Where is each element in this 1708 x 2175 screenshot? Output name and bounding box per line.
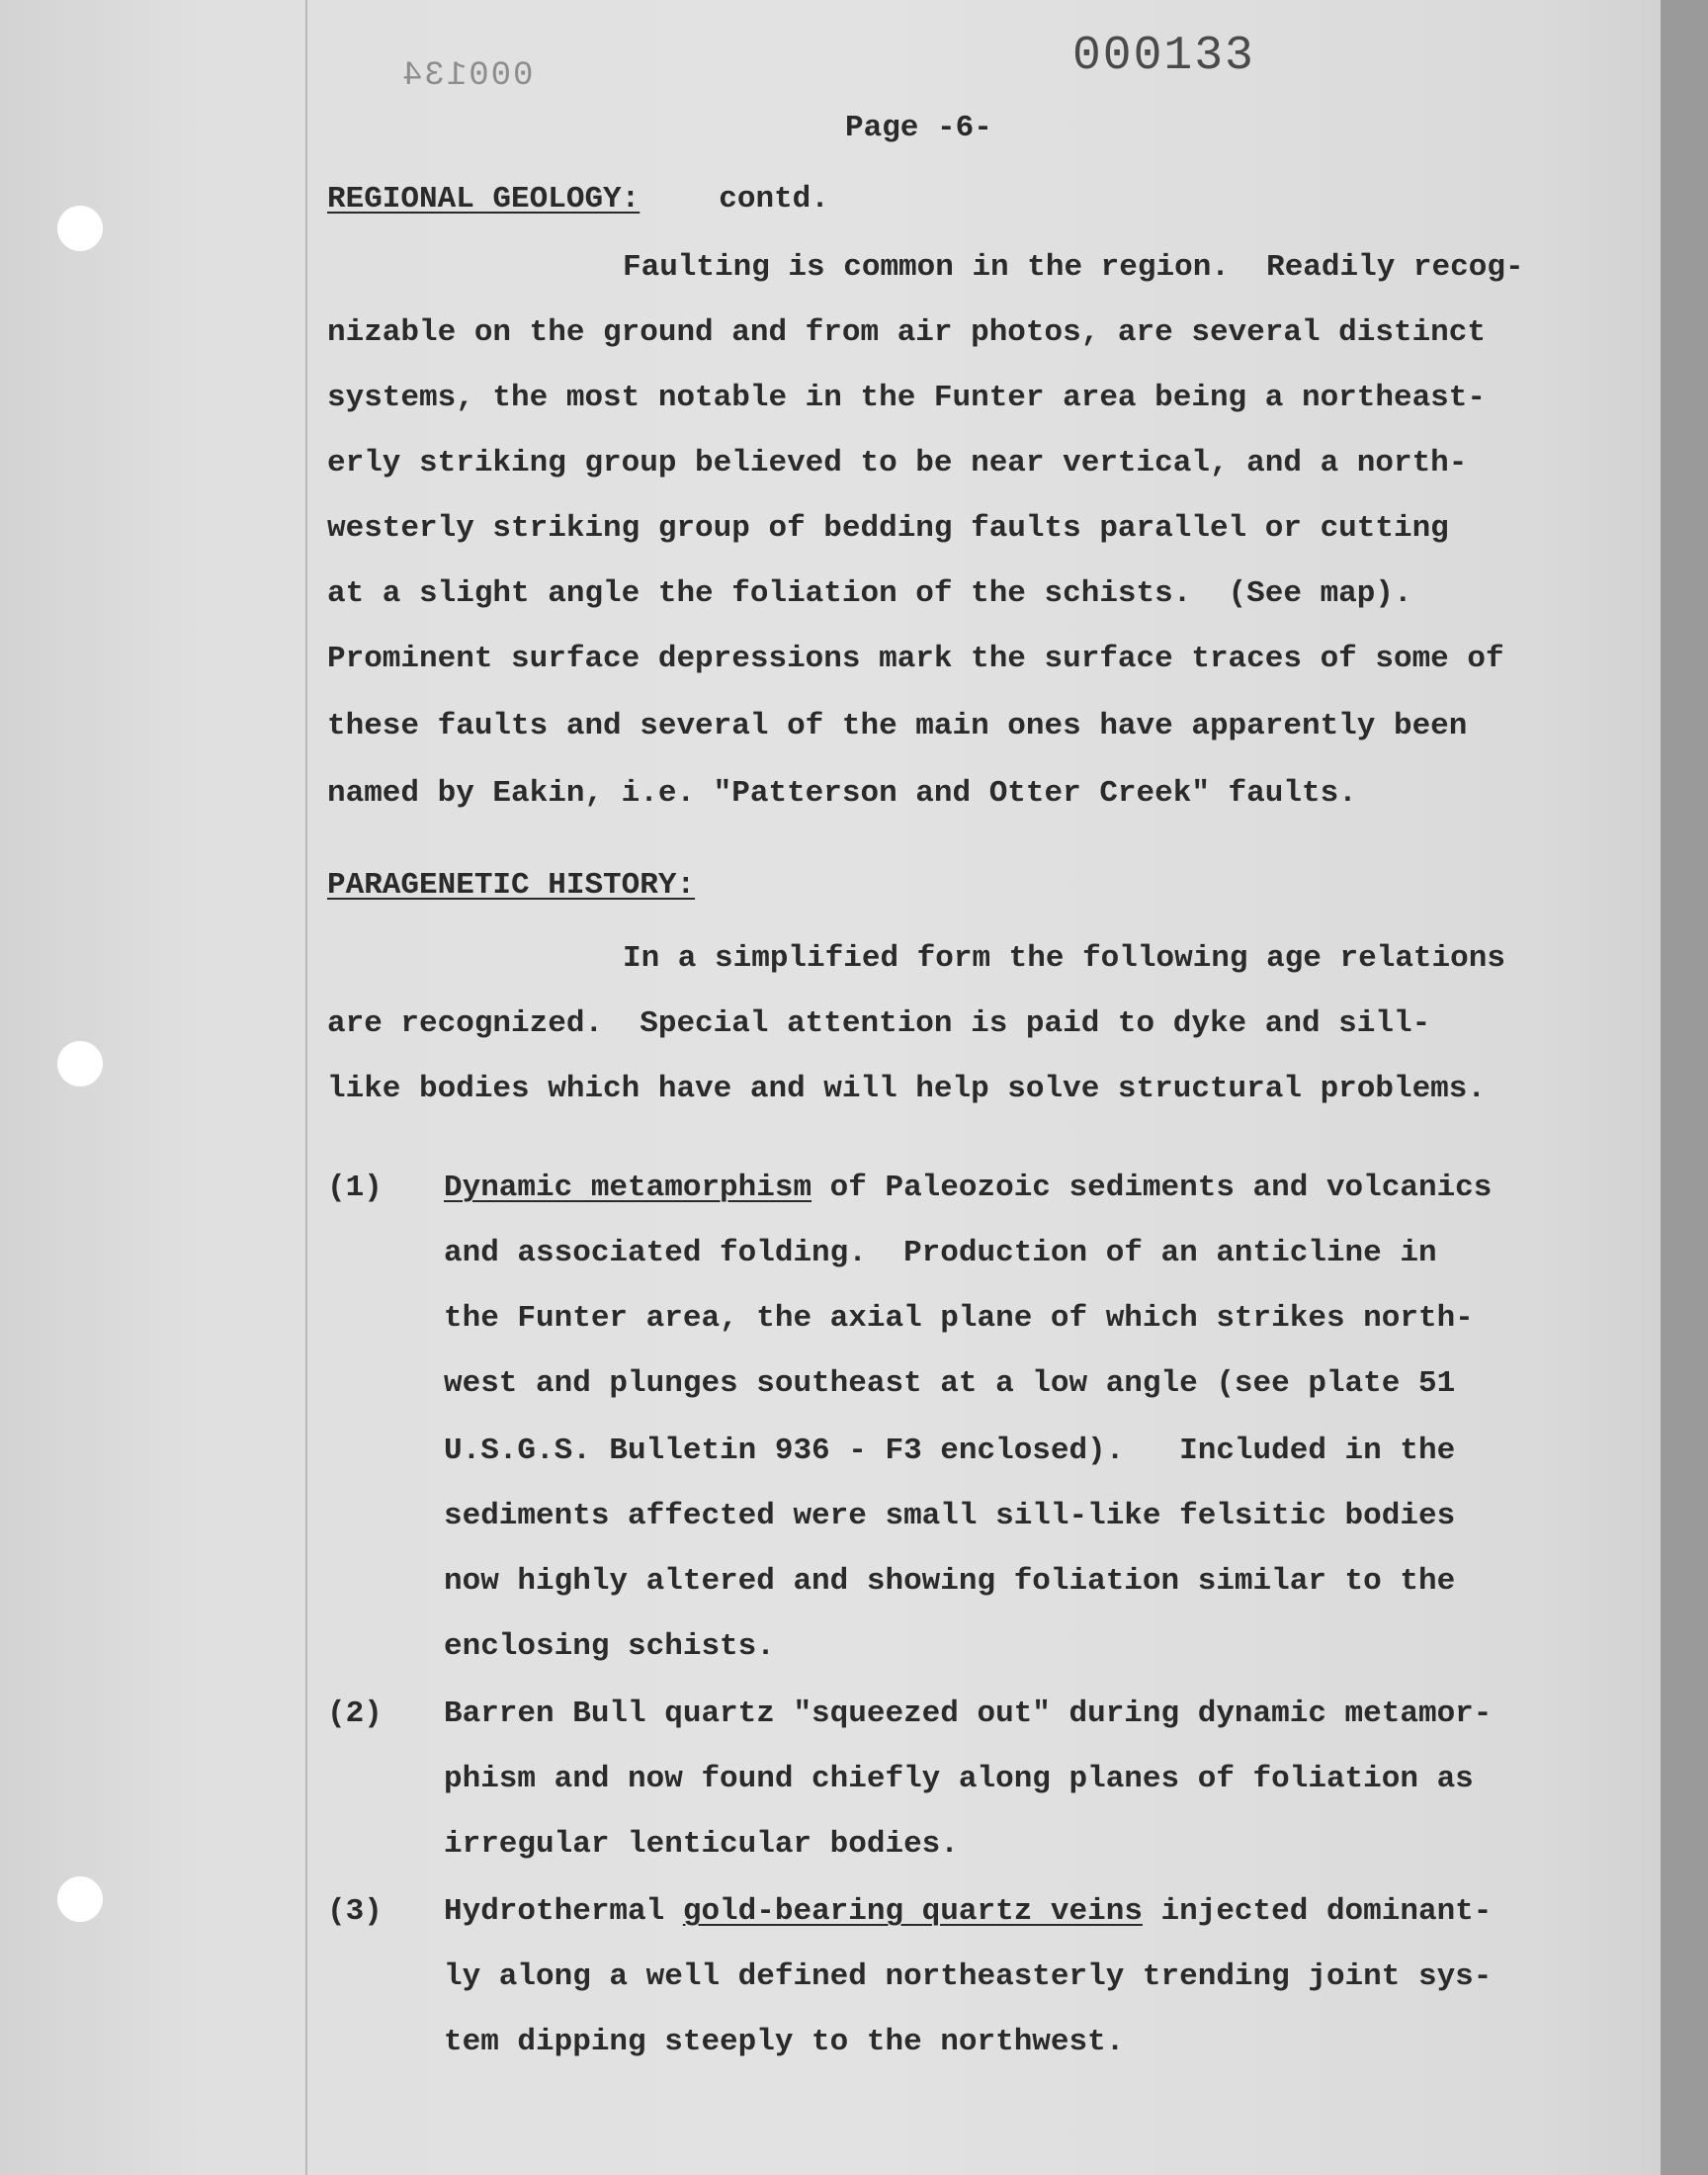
regional-geology-heading: REGIONAL GEOLOGY: [327, 182, 640, 217]
regional-geology-heading-row [327, 182, 829, 217]
regional-line-5: westerly striking group of bedding faults parallel or cutting [327, 511, 1449, 546]
item-2-line-2: phism and now found chiefly along planes of foliation as [444, 1762, 1474, 1796]
item-1-line-8: enclosing schists. [444, 1629, 775, 1664]
item-1-line-6: sediments affected were small sill-like felsitic bodies [444, 1499, 1456, 1533]
regional-line-9: named by Eakin, i.e. "Patterson and Otter Creek" faults. [327, 776, 1357, 811]
item-1-line-7: now highly altered and showing foliation similar to the [444, 1564, 1456, 1599]
item-3-line-3: tem dipping steeply to the northwest. [444, 2025, 1125, 2059]
continued-label: contd. [719, 182, 829, 217]
punch-hole-middle [57, 1041, 103, 1087]
page-number: Page -6- [845, 111, 992, 145]
item-2-line-1: Barren Bull quartz "squeezed out" during dynamic metamor- [444, 1696, 1493, 1731]
item-3-number: (3) [327, 1894, 383, 1929]
regional-line-6: at a slight angle the foliation of the schists. (See map). [327, 576, 1412, 611]
paragenetic-heading-row [327, 868, 695, 903]
item-2-line-3: irregular lenticular bodies. [444, 1827, 959, 1862]
item-1-line-3: the Funter area, the axial plane of which strikes north- [444, 1301, 1474, 1336]
regional-line-8: these faults and several of the main ones have apparently been [327, 709, 1468, 743]
item-3-line-1-pre: Hydrothermal [444, 1894, 683, 1929]
item-3-line-1 [444, 1894, 1492, 1929]
regional-line-3: systems, the most notable in the Funter area being a northeast- [327, 381, 1486, 415]
paragenetic-line-1: In a simplified form the following age relations [623, 941, 1505, 976]
item-2-number: (2) [327, 1696, 383, 1731]
item-1-line-1-rest: of Paleozoic sediments and volcanics [811, 1171, 1493, 1205]
paragenetic-line-2: are recognized. Special attention is paid to dyke and sill- [327, 1006, 1431, 1041]
punch-hole-top [57, 206, 103, 251]
regional-line-2: nizable on the ground and from air photos, are several distinct [327, 315, 1486, 350]
page-stamp-number: 000133 [1072, 30, 1255, 83]
item-3-emphasis: gold-bearing quartz veins [682, 1894, 1143, 1929]
page-edge-shadow [1661, 0, 1708, 2175]
regional-line-4: erly striking group believed to be near vertical, and a north- [327, 446, 1468, 480]
item-1-line-1 [444, 1171, 1492, 1205]
paragenetic-history-heading: PARAGENETIC HISTORY: [327, 868, 696, 903]
paragenetic-line-3: like bodies which have and will help solve structural problems. [327, 1072, 1486, 1106]
punch-hole-bottom [57, 1876, 103, 1922]
item-1-number: (1) [327, 1171, 383, 1205]
regional-line-1: Faulting is common in the region. Readily recog- [623, 250, 1524, 285]
mirrored-stamp-number: 000134 [400, 57, 534, 95]
item-1-line-4: west and plunges southeast at a low angle (see plate 51 [444, 1366, 1456, 1401]
item-3-line-2: ly along a well defined northeasterly trending joint sys- [444, 1959, 1493, 1994]
item-1-line-5: U.S.G.S. Bulletin 936 - F3 enclosed). Included in the [444, 1434, 1456, 1468]
item-1-emphasis: Dynamic metamorphism [444, 1171, 812, 1205]
item-3-line-1-post: injected dominant- [1142, 1894, 1493, 1929]
regional-line-7: Prominent surface depressions mark the surface traces of some of [327, 642, 1504, 676]
item-1-line-2: and associated folding. Production of an anticline in [444, 1236, 1437, 1270]
margin-rule [305, 0, 307, 2175]
